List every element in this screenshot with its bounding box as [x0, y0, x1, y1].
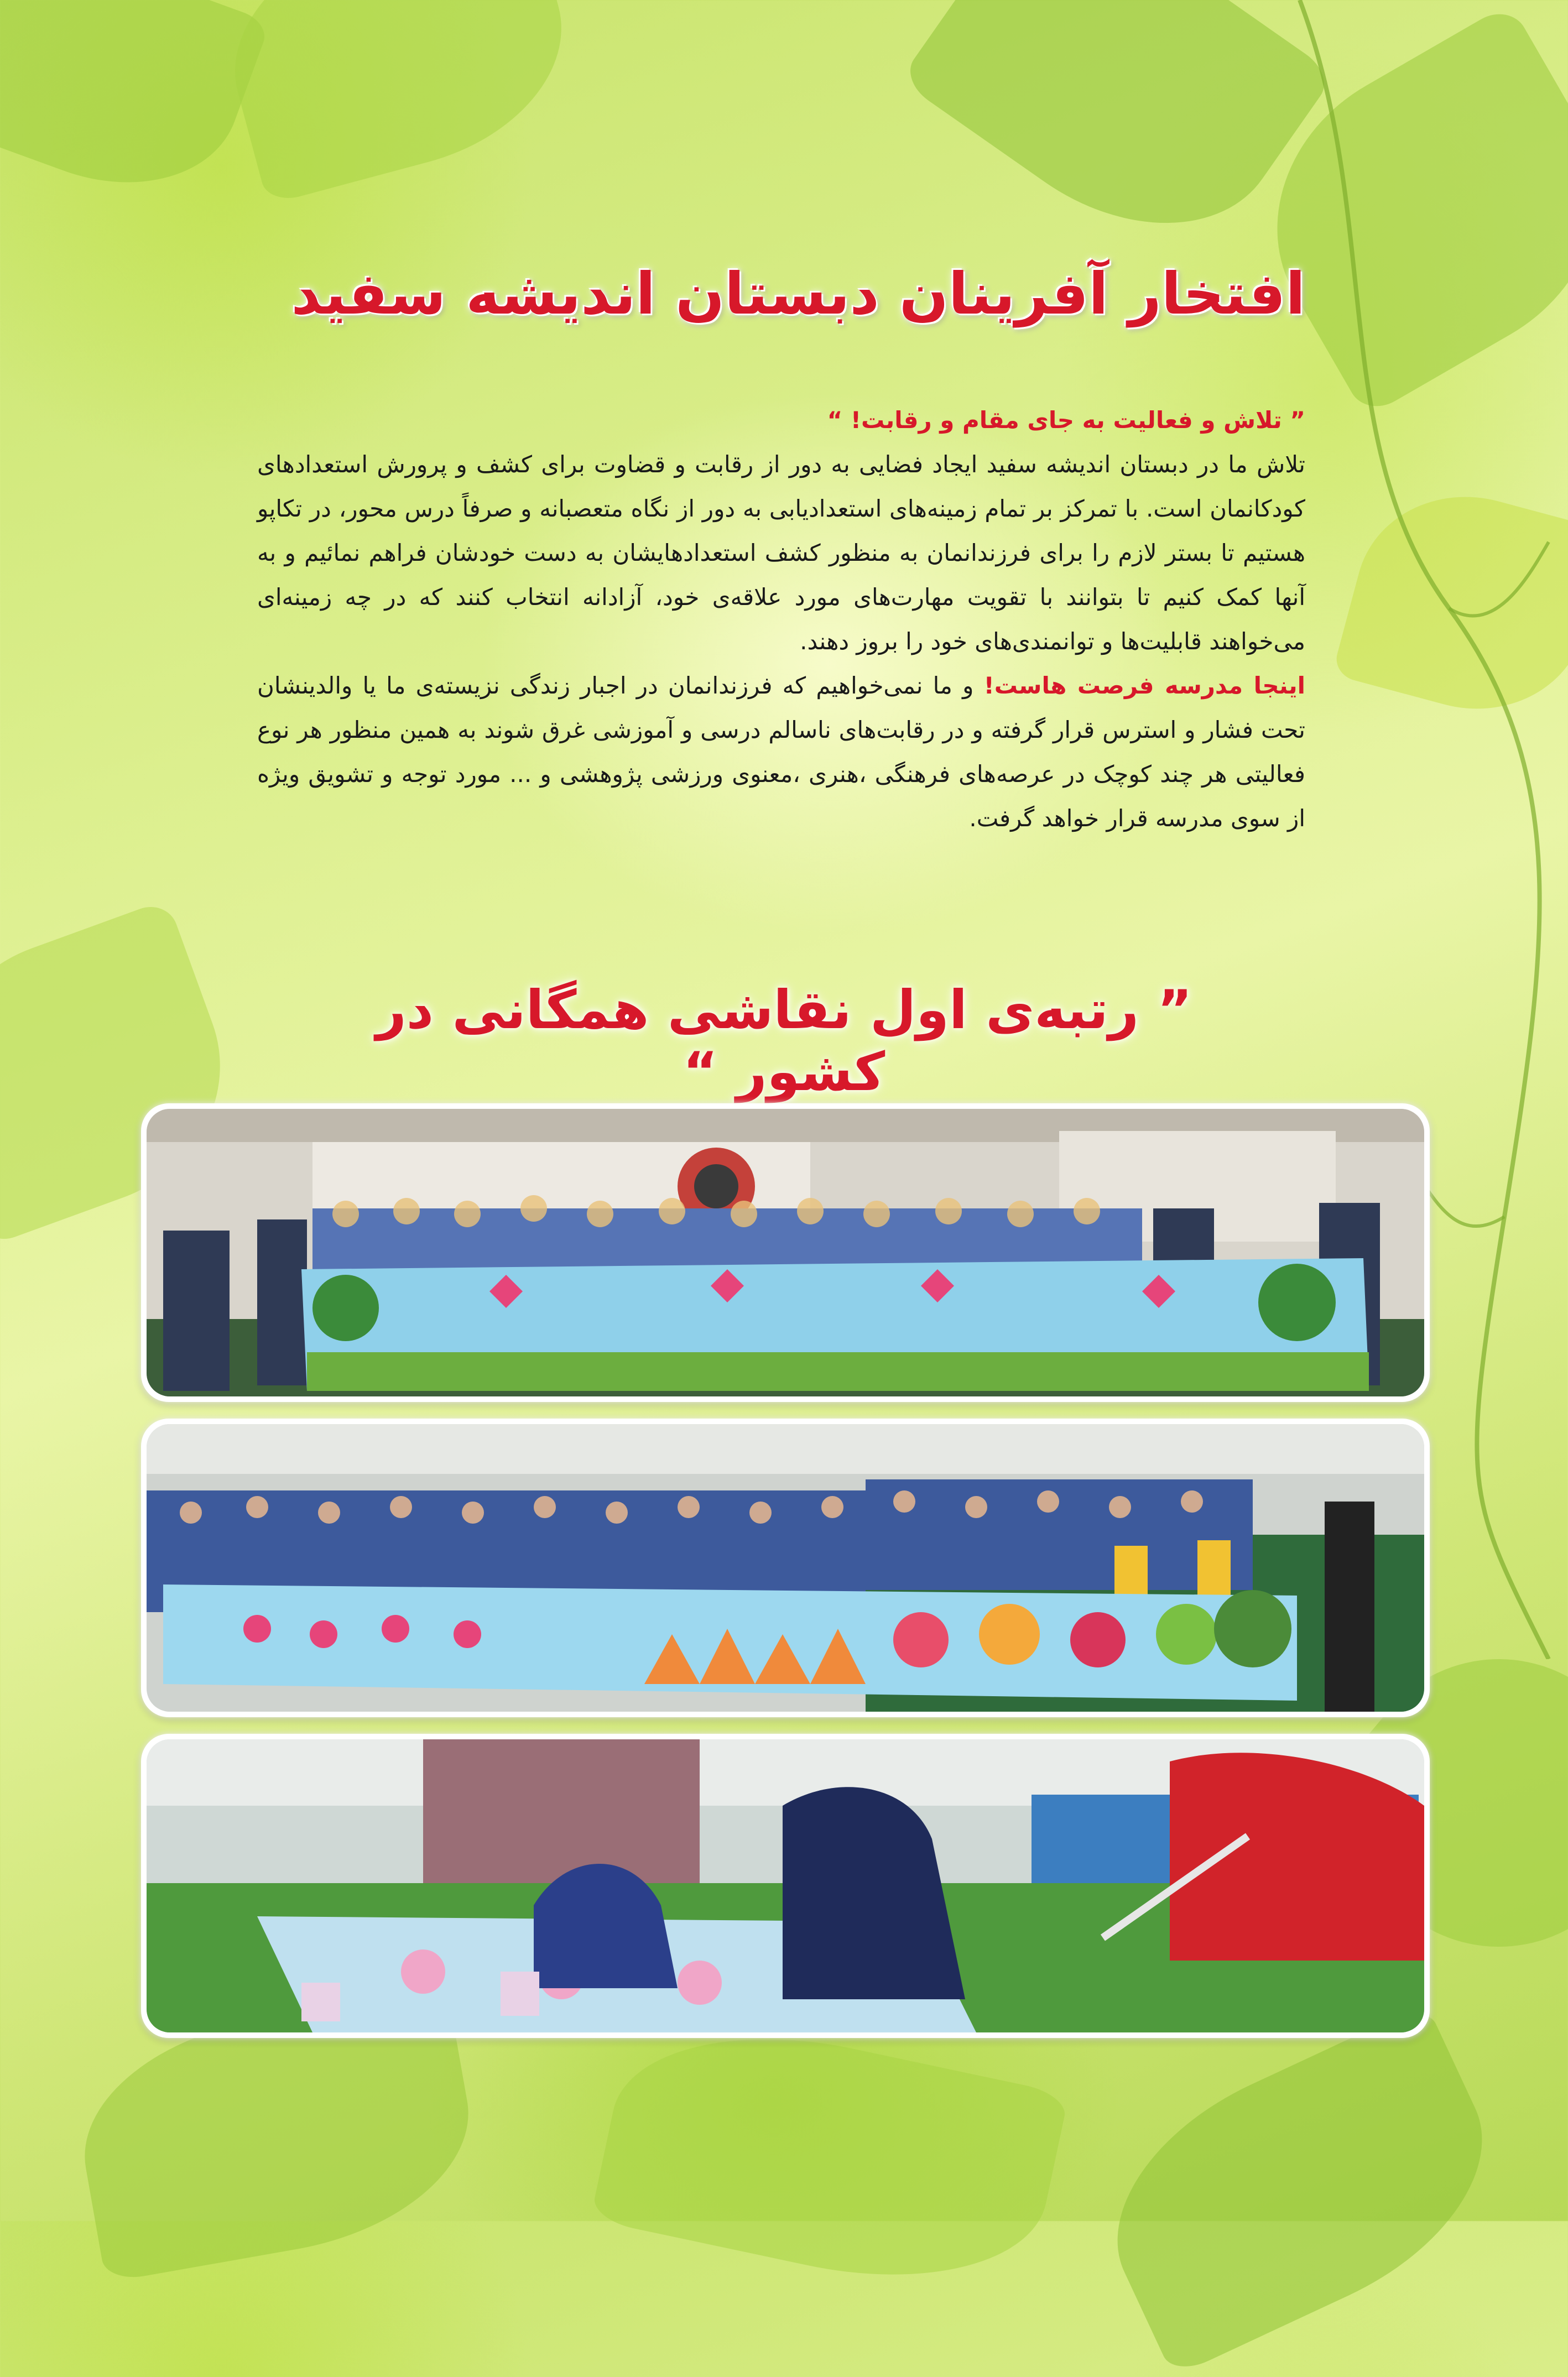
- photo-frame: [147, 1109, 1424, 1396]
- highlight-phrase: اینجا مدرسه فرصت هاست!: [983, 672, 1306, 699]
- photo-image: [147, 1739, 1424, 2032]
- intro-paragraph-2: [257, 664, 1305, 841]
- paragraph-2-body: و ما نمی‌خواهیم که فرزندانمان در اجبار زندگی نزیسته‌ی ما یا والدینشان تحت فشار و استرس قرار گرفته و در رقابت‌های ناسالم درسی و آموزشی غرق شوند به همین منظور هر نوع فعالیتی هر چند کوچک در عرصه‌های فرهنگی ،هنری ،معنوی ورزشی پژوهشی و ... مورد توجه و تشویق ویژه از سوی مدرسه قرار خواهد گرفت.: [257, 672, 1305, 832]
- photo-frame: [147, 1739, 1424, 2032]
- mural-group-photo-2: [141, 1419, 1430, 1717]
- mural-group-photo-1: [141, 1103, 1430, 1402]
- leaf-decoration: [1075, 2003, 1524, 2377]
- leaf-decoration: [0, 0, 270, 220]
- photo-image: [147, 1109, 1424, 1396]
- intro-headline: ” تلاش و فعالیت به جای مقام و رقابت! “: [827, 406, 1305, 434]
- photo-frame: [147, 1424, 1424, 1712]
- photo-image: [147, 1424, 1424, 1712]
- intro-text-block: [257, 398, 1305, 841]
- intro-paragraph-1: تلاش ما در دبستان اندیشه سفید ایجاد فضایی به دور از رقابت و قضاوت برای کشف و پرورش استعدادهای کودکانمان است. با تمرکز بر تمام زمینه‌های استعدادیابی به دور از نگاه متعصبانه و صرفاً درس محور، در تکاپو هستیم تا بستر لازم را برای فرزندانمان به منظور کشف استعدادهایشان به دست خودشان فراهم نمائیم و به آنها کمک کنیم تا بتوانند با تقویت مهارت‌های مورد علاقه‌ی خود، آزادانه انتخاب کنند که در چه زمینه‌ای می‌خواهند قابلیت‌ها و توانمندی‌های خود را بروز دهند.: [257, 451, 1305, 655]
- award-heading: ” رتبه‌ی اول نقاشی همگانی در کشور “: [376, 979, 1192, 1103]
- leaf-decoration: [208, 0, 588, 205]
- leaf-decoration: [590, 2003, 1069, 2311]
- students-painting-photo: [141, 1734, 1430, 2038]
- page-title: افتخار آفرینان دبستان اندیشه سفید: [291, 260, 1305, 327]
